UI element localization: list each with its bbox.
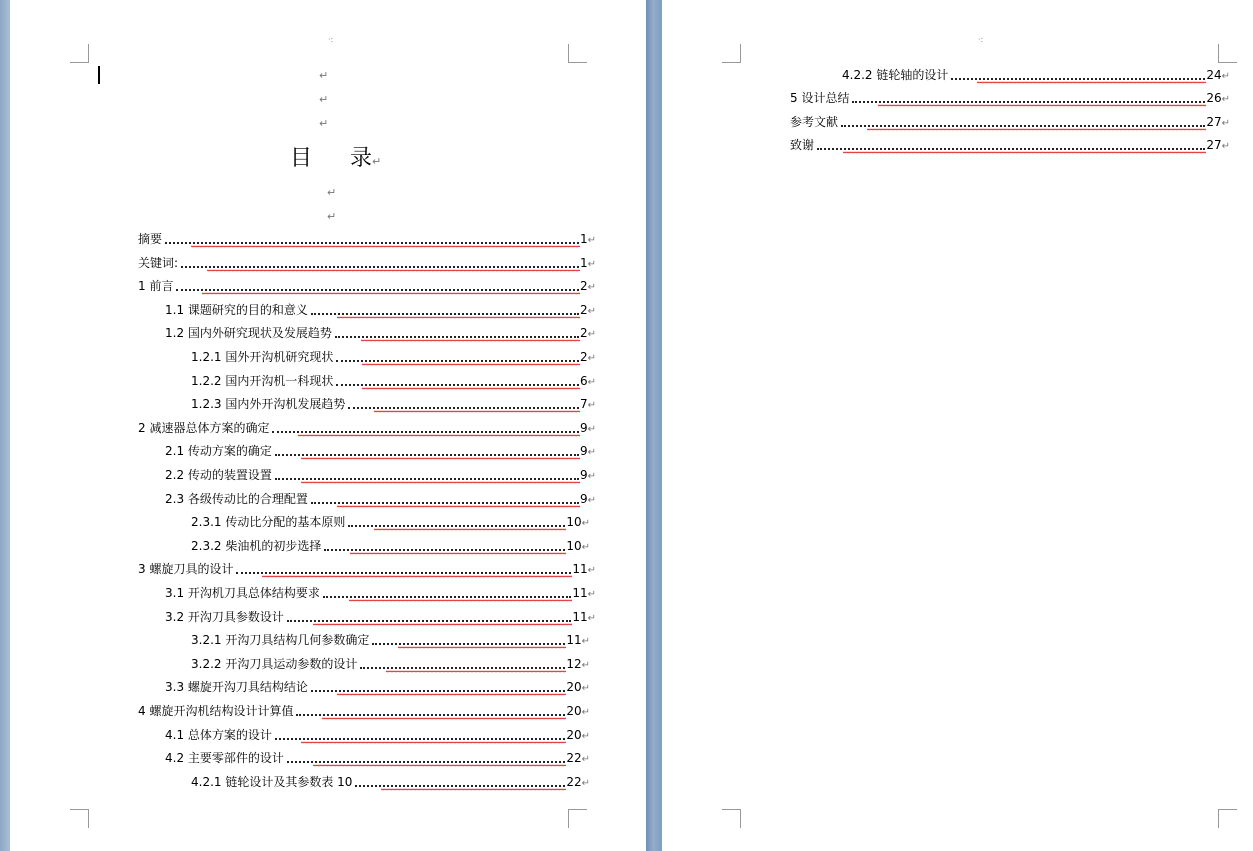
toc-page-number: 6 [579, 373, 588, 388]
spelling-underline [386, 670, 566, 673]
spelling-underline [202, 292, 580, 295]
toc-title [290, 145, 381, 176]
toc-dot-leader [336, 352, 579, 362]
toc-entry-title: 摘要 [138, 232, 163, 246]
paragraph-mark: ↵ [581, 730, 590, 742]
toc-dot-leader [287, 753, 565, 763]
margin-corner-top-left [70, 44, 89, 63]
spelling-underline [350, 552, 566, 555]
spelling-underline [337, 505, 580, 508]
paragraph-mark: ↵ [581, 683, 590, 695]
toc-entry-title: 1.2.1 国外开沟机研究现状 [191, 350, 334, 364]
spelling-underline [191, 245, 580, 248]
toc-dot-leader [296, 706, 565, 716]
toc-page-number: 9 [579, 468, 588, 482]
spelling-underline [381, 788, 566, 791]
toc-dot-leader [372, 635, 565, 645]
toc-entry[interactable] [138, 254, 596, 272]
toc-entry-title: 2.1 传动方案的确定 [165, 444, 272, 459]
toc-entry-page [1206, 89, 1230, 109]
toc-dot-leader [176, 281, 579, 291]
toc-entry-title: 4.1 总体方案的设计 [165, 727, 272, 742]
toc-entry[interactable] [191, 372, 596, 390]
toc-dot-leader [287, 612, 571, 622]
toc-entry-title: 关键词: [138, 255, 179, 270]
paragraph-mark: ↵ [581, 777, 590, 789]
toc-entry-title: 1 前言 [138, 279, 174, 294]
toc-entry-page [580, 442, 596, 462]
toc-entry[interactable] [191, 537, 590, 555]
toc-entry-page [1206, 136, 1230, 156]
toc-entry[interactable] [165, 301, 596, 319]
toc-entry-title: 2.3.1 传动比分配的基本原则 [191, 515, 346, 530]
toc-entry-page [580, 395, 596, 415]
paragraph-mark: ↵ [1221, 71, 1230, 82]
toc-entry-title: 4.2 主要零部件的设计 [165, 751, 284, 766]
toc-dot-leader [272, 423, 579, 433]
toc-title-char-1: 目 [290, 146, 313, 171]
toc-entry-title: 3.3 螺旋开沟刀具结构结论 [165, 680, 308, 695]
toc-dot-leader [323, 588, 571, 598]
toc-entry-page [566, 678, 590, 698]
toc-entry-title: 1.1 课题研究的目的和意义 [165, 302, 308, 317]
page-gap [646, 0, 662, 851]
toc-entry-page [580, 230, 596, 250]
paragraph-mark: ↵ [319, 93, 329, 106]
toc-entry-title: 3.2 开沟刀具参数设计 [165, 609, 284, 624]
document-page-right[interactable] [662, 0, 1253, 851]
toc-entry[interactable] [165, 678, 590, 696]
margin-corner-top-right [568, 44, 587, 63]
toc-entry-title: 3.1 开沟机刀具总体结构要求 [165, 586, 320, 600]
paragraph-mark: ↵ [327, 186, 337, 199]
header-mark: ·: [328, 35, 334, 44]
paragraph-mark: ↵ [581, 707, 590, 718]
paragraph-mark: ↵ [587, 376, 596, 388]
toc-page-number: 27 [1206, 138, 1222, 153]
toc-dot-leader [951, 70, 1205, 80]
margin-corner-top-left [722, 44, 741, 63]
toc-entry-title: 致谢 [790, 138, 815, 153]
spelling-underline [313, 764, 566, 767]
paragraph-mark: ↵ [581, 541, 590, 553]
toc-entry[interactable] [165, 584, 596, 602]
toc-entry-page [580, 466, 596, 486]
toc-entry-page [580, 348, 596, 368]
margin-corner-bottom-left [70, 809, 89, 828]
toc-entry-title: 2.2 传动的装置设置 [165, 468, 272, 482]
toc-page-number: 20 [566, 704, 582, 718]
paragraph-mark: ↵ [1221, 141, 1230, 153]
toc-dot-leader [236, 564, 571, 574]
toc-dot-leader [275, 730, 565, 740]
spelling-underline [878, 104, 1206, 107]
toc-entry[interactable] [138, 277, 596, 295]
toc-entry[interactable] [191, 348, 596, 366]
toc-dot-leader [852, 93, 1205, 103]
toc-entry-page [572, 584, 596, 604]
spelling-underline [349, 599, 572, 602]
spelling-underline [207, 269, 580, 272]
toc-entry[interactable] [790, 136, 1230, 154]
toc-page-number: 11 [572, 562, 588, 577]
paragraph-mark: ↵ [587, 612, 596, 624]
spelling-underline [337, 316, 580, 319]
toc-entry[interactable] [165, 442, 596, 460]
toc-dot-leader [324, 541, 565, 551]
paragraph-mark: ↵ [587, 565, 596, 577]
spelling-underline [374, 528, 566, 531]
spelling-underline [262, 575, 572, 578]
toc-dot-leader [817, 140, 1205, 150]
toc-entry-page [580, 277, 596, 297]
toc-dot-leader [355, 777, 565, 787]
toc-page-number: 7 [579, 397, 588, 412]
margin-corner-bottom-left [722, 809, 741, 828]
toc-entry-page [580, 254, 596, 274]
paragraph-mark: ↵ [587, 258, 596, 270]
toc-entry-page [566, 773, 590, 793]
toc-entry-title: 1.2.2 国内开沟机一科现状 [191, 373, 334, 388]
toc-entry[interactable] [165, 726, 590, 744]
toc-page-number: 1 [579, 232, 588, 246]
toc-dot-leader [181, 258, 579, 268]
toc-entry-page [566, 749, 590, 769]
toc-page-number: 1 [579, 255, 588, 270]
toc-entry[interactable] [138, 419, 596, 437]
toc-entry[interactable] [191, 655, 590, 673]
paragraph-mark: ↵ [587, 589, 596, 600]
toc-dot-leader [348, 517, 565, 527]
paragraph-mark: ↵ [587, 353, 596, 364]
toc-page-number: 22 [566, 751, 582, 766]
toc-entry[interactable] [191, 395, 596, 413]
paragraph-mark: ↵ [587, 447, 596, 459]
spelling-underline [398, 646, 566, 649]
paragraph-mark: ↵ [1221, 94, 1230, 106]
toc-entry-title: 4 螺旋开沟机结构设计计算值 [138, 704, 294, 718]
toc-entry[interactable] [790, 113, 1230, 131]
spelling-underline [301, 481, 580, 484]
margin-corner-top-right [1218, 44, 1237, 63]
toc-dot-leader [165, 234, 579, 244]
toc-entry[interactable] [138, 230, 596, 248]
toc-entry-page [566, 537, 590, 557]
paragraph-mark: ↵ [587, 471, 596, 482]
toc-page-number: 11 [572, 609, 588, 624]
toc-page-number: 9 [579, 420, 588, 435]
toc-entry-page [566, 655, 590, 675]
spelling-underline [301, 457, 580, 460]
spelling-underline [301, 741, 566, 744]
toc-entry-title: 1.2 国内外研究现状及发展趋势 [165, 326, 332, 341]
document-page-left[interactable] [10, 0, 646, 851]
paragraph-mark: ↵ [327, 210, 337, 223]
toc-entry-page [580, 490, 596, 510]
toc-page-number: 22 [566, 774, 582, 789]
paragraph-mark: ↵ [581, 518, 590, 530]
toc-entry[interactable] [165, 608, 596, 626]
paragraph-mark: ↵ [581, 659, 590, 671]
toc-dot-leader [311, 305, 579, 315]
paragraph-mark: ↵ [372, 155, 382, 168]
spelling-underline [867, 128, 1206, 131]
toc-entry-title: 4.2.1 链轮设计及其参数表 10 [191, 774, 353, 789]
toc-page-number: 9 [579, 491, 588, 506]
toc-entry-title: 3 螺旋刀具的设计 [138, 562, 234, 577]
toc-page-number: 12 [566, 656, 582, 671]
toc-dot-leader [348, 399, 579, 409]
toc-dot-leader [275, 446, 579, 456]
text-cursor [98, 66, 100, 84]
paragraph-mark: ↵ [587, 329, 596, 341]
toc-entry-page [580, 419, 596, 439]
toc-entry-title: 4.2.2 链轮轴的设计 [842, 68, 949, 82]
toc-dot-leader [336, 376, 579, 386]
toc-dot-leader [311, 494, 579, 504]
toc-dot-leader [311, 682, 565, 692]
toc-entry[interactable] [191, 513, 590, 531]
toc-entry-title: 1.2.3 国内外开沟机发展趋势 [191, 397, 346, 412]
spelling-underline [977, 81, 1206, 84]
toc-entry-page [1206, 113, 1230, 133]
spelling-underline [362, 387, 580, 390]
toc-page-number: 11 [572, 586, 588, 600]
toc-entry-title: 参考文献 [790, 114, 839, 129]
spelling-underline [298, 434, 580, 437]
paragraph-mark: ↵ [587, 423, 596, 435]
paragraph-mark: ↵ [587, 400, 596, 412]
toc-dot-leader [841, 117, 1205, 127]
spelling-underline [362, 363, 580, 366]
toc-entry[interactable] [165, 324, 596, 342]
toc-entry-title: 3.2.2 开沟刀具运动参数的设计 [191, 656, 358, 671]
toc-page-number: 11 [566, 633, 582, 648]
toc-title-char-2: 录 [350, 146, 373, 171]
toc-entry-page [566, 726, 590, 746]
toc-page-number: 20 [566, 727, 582, 742]
margin-corner-bottom-right [1218, 809, 1237, 828]
toc-entry[interactable] [790, 89, 1230, 107]
spelling-underline [337, 693, 566, 696]
spelling-underline [313, 623, 572, 626]
toc-page-number: 2 [579, 302, 588, 317]
toc-entry-page [1206, 66, 1230, 86]
spelling-underline [322, 717, 566, 720]
toc-entry-title: 2.3.2 柴油机的初步选择 [191, 538, 322, 553]
paragraph-mark: ↵ [587, 305, 596, 317]
toc-entry-title: 5 设计总结 [790, 91, 850, 106]
margin-corner-bottom-right [568, 809, 587, 828]
header-mark: ·: [978, 35, 984, 44]
toc-page-number: 2 [579, 350, 588, 364]
spelling-underline [374, 410, 580, 413]
toc-page-number: 24 [1206, 68, 1222, 82]
toc-entry-title: 2 减速器总体方案的确定 [138, 420, 270, 435]
paragraph-mark: ↵ [587, 282, 596, 294]
toc-entry-page [572, 560, 596, 580]
toc-entry[interactable] [165, 490, 596, 508]
toc-entry[interactable] [191, 631, 590, 649]
toc-entry-page [566, 631, 590, 651]
toc-page-number: 9 [579, 444, 588, 459]
toc-page-number: 2 [579, 279, 588, 294]
toc-entry-page [566, 513, 590, 533]
spelling-underline [843, 151, 1206, 154]
toc-entry-page [566, 702, 590, 722]
toc-page-number: 10 [566, 515, 582, 530]
toc-page-number: 27 [1206, 114, 1222, 129]
paragraph-mark: ↵ [587, 235, 596, 246]
toc-entry-title: 2.3 各级传动比的合理配置 [165, 491, 308, 506]
toc-entry-page [580, 324, 596, 344]
toc-entry-title: 3.2.1 开沟刀具结构几何参数确定 [191, 633, 370, 648]
paragraph-mark: ↵ [587, 494, 596, 506]
toc-dot-leader [335, 328, 579, 338]
paragraph-mark: ↵ [581, 754, 590, 766]
toc-page-number: 20 [566, 680, 582, 695]
toc-page-number: 10 [566, 538, 582, 553]
paragraph-mark: ↵ [319, 117, 329, 130]
toc-entry[interactable] [165, 466, 596, 484]
toc-entry[interactable] [842, 66, 1230, 84]
toc-entry[interactable] [138, 702, 590, 720]
workspace-left-edge [0, 0, 10, 851]
toc-entry-page [580, 372, 596, 392]
toc-entry-page [580, 301, 596, 321]
toc-page-number: 2 [579, 326, 588, 341]
paragraph-mark: ↵ [1221, 117, 1230, 129]
toc-entry[interactable] [138, 560, 596, 578]
paragraph-mark: ↵ [319, 69, 329, 82]
toc-dot-leader [360, 659, 565, 669]
toc-entry[interactable] [165, 749, 590, 767]
paragraph-mark: ↵ [581, 636, 590, 648]
toc-entry-page [572, 608, 596, 628]
spelling-underline [361, 339, 580, 342]
toc-page-number: 26 [1206, 91, 1222, 106]
toc-entry[interactable] [191, 773, 590, 791]
toc-dot-leader [275, 470, 579, 480]
